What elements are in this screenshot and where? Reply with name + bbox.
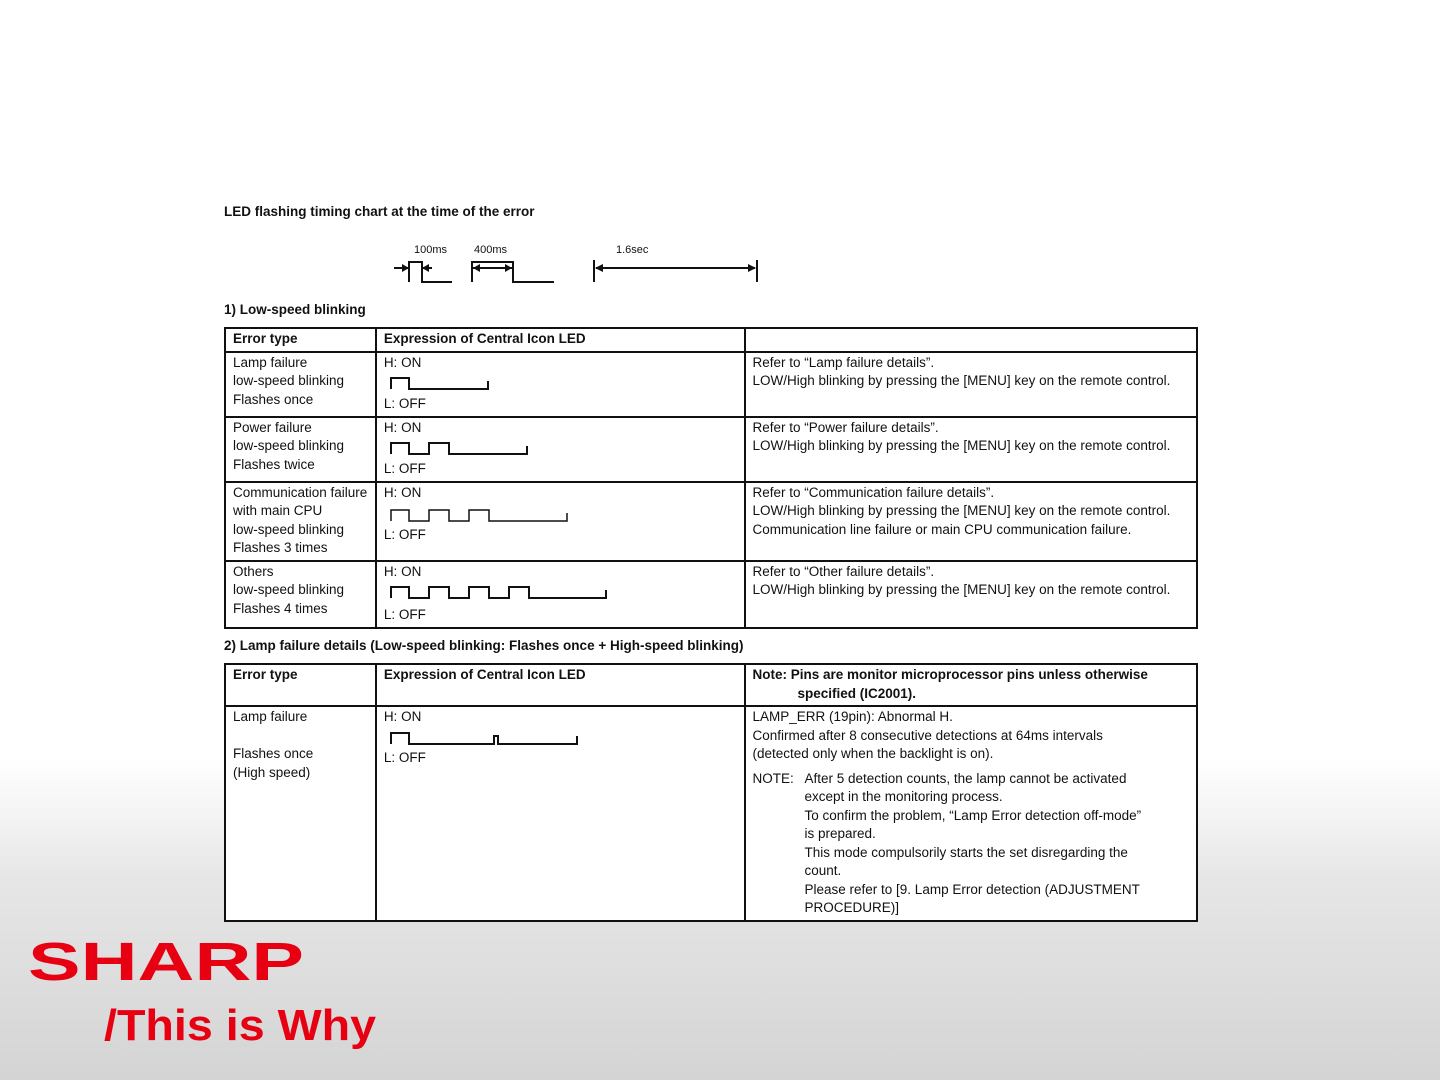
description-line: (detected only when the backlight is on).: [752, 746, 994, 761]
brand-tagline: /This is Why: [104, 1001, 377, 1050]
description-line: Refer to “Communication failure details”.: [752, 484, 995, 500]
page-title: LED flashing timing chart at the time of the error: [224, 204, 535, 219]
header-blank: [745, 328, 1198, 352]
note-block: [753, 770, 1190, 918]
error-type-line: Flashes once: [233, 746, 314, 761]
timing-legend: [392, 242, 762, 290]
description-line: Communication line failure or main CPU communication failure.: [752, 521, 1132, 537]
timing-label-1-6sec: 1.6sec: [616, 244, 649, 256]
sharp-logo-icon: [28, 936, 388, 1056]
header-led-expression: Expression of Central Icon LED: [376, 664, 745, 706]
timing-label-100ms: 100ms: [414, 244, 448, 256]
description-line: Refer to “Lamp failure details”.: [752, 354, 935, 370]
note-line: PROCEDURE)]: [804, 900, 900, 915]
led-low-label: L: OFF: [383, 749, 426, 765]
description-line: LAMP_ERR (19pin): Abnormal H.: [752, 709, 953, 724]
led-waveform-icon: [390, 441, 540, 455]
led-waveform-icon: [390, 731, 590, 745]
header-note: [745, 664, 1198, 706]
sharp-brand-logo: [28, 936, 388, 1056]
error-type-line: Flashes 3 times: [233, 540, 328, 555]
description-line: Refer to “Power failure details”.: [752, 419, 939, 435]
header-note-line: Note: Pins are monitor microprocessor pins unless otherwise: [752, 667, 1148, 682]
error-type-line: Flashes once: [233, 391, 314, 407]
table-row: [225, 417, 1197, 482]
led-waveform-icon: [390, 508, 580, 522]
section2-heading: 2) Lamp failure details (Low-speed blinking: Flashes once + High-speed blinking): [224, 638, 744, 653]
error-type-line: Others: [233, 563, 274, 579]
error-type-line: Power failure: [233, 419, 312, 435]
description-line: Refer to “Other failure details”.: [752, 563, 935, 579]
led-high-label: H: ON: [383, 563, 422, 579]
note-line: is prepared.: [804, 826, 876, 841]
led-high-label: H: ON: [383, 484, 422, 500]
description-line: LOW/High blinking by pressing the [MENU] key on the remote control.: [752, 503, 1171, 518]
table-header-row: [225, 664, 1197, 706]
section1-heading: 1) Low-speed blinking: [224, 302, 366, 317]
description-line: Confirmed after 8 consecutive detections at 64ms intervals: [752, 727, 1103, 743]
note-line: To confirm the problem, “Lamp Error detection off-mode”: [804, 807, 1142, 823]
led-low-label: L: OFF: [383, 396, 426, 411]
description-line: LOW/High blinking by pressing the [MENU] key on the remote control.: [752, 438, 1171, 453]
note-line: After 5 detection counts, the lamp cannot be activated: [804, 770, 1127, 786]
note-line: Please refer to [9. Lamp Error detection (ADJUSTMENT: [804, 881, 1140, 897]
note-line: This mode compulsorily starts the set disregarding the: [804, 844, 1128, 860]
table-row: [225, 352, 1197, 417]
timing-label-400ms: 400ms: [474, 244, 508, 256]
error-type-line: low-speed blinking: [233, 521, 345, 537]
led-waveform-icon: [390, 376, 500, 390]
lamp-failure-details-table: [224, 663, 1198, 922]
error-type-line: Communication failure with main CPU: [233, 484, 368, 518]
header-error-type: Error type: [225, 664, 376, 706]
sharp-wordmark: SHARP: [28, 936, 304, 992]
description-line: LOW/High blinking by pressing the [MENU] key on the remote control.: [752, 582, 1171, 597]
table-row: [225, 482, 1197, 561]
low-speed-blinking-table: [224, 327, 1198, 629]
error-type-line: Lamp failure: [233, 709, 308, 724]
led-high-label: H: ON: [383, 419, 422, 435]
led-waveform-icon: [390, 585, 620, 599]
led-low-label: L: OFF: [383, 607, 426, 622]
error-type-line: (High speed): [233, 764, 311, 780]
error-type-line: Lamp failure: [233, 354, 308, 370]
note-line: except in the monitoring process.: [804, 789, 1003, 804]
error-type-line: low-speed blinking: [233, 373, 345, 388]
table-header-row: [225, 328, 1197, 352]
description-line: LOW/High blinking by pressing the [MENU] key on the remote control.: [752, 373, 1171, 388]
note-label: NOTE:: [752, 770, 794, 786]
table-row: [225, 706, 1197, 921]
error-type-line: low-speed blinking: [233, 582, 345, 597]
led-low-label: L: OFF: [383, 527, 426, 542]
led-high-label: H: ON: [383, 709, 422, 724]
error-type-line: low-speed blinking: [233, 438, 345, 453]
table-row: [225, 561, 1197, 628]
header-led-expression: Expression of Central Icon LED: [376, 328, 745, 352]
header-error-type: Error type: [225, 328, 376, 352]
led-low-label: L: OFF: [383, 461, 426, 476]
led-high-label: H: ON: [383, 354, 422, 370]
header-note-line: specified (IC2001).: [797, 685, 917, 701]
error-type-line: Flashes 4 times: [233, 600, 328, 616]
error-type-line: Flashes twice: [233, 456, 315, 472]
timing-waveform-icon: [392, 242, 762, 290]
note-line: count.: [804, 863, 842, 878]
